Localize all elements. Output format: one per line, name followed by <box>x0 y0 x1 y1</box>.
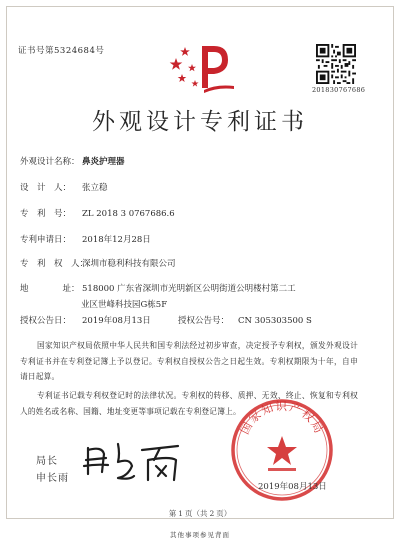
seal-date: 2019年08月13日 <box>258 482 327 492</box>
filing-date-row <box>20 233 151 245</box>
qr-code-number: 201830767686 <box>312 86 366 94</box>
filing-date-label: 专利申请日： <box>20 235 72 245</box>
patentee-row <box>20 257 176 269</box>
address-row <box>20 282 296 294</box>
director-signature <box>78 436 188 484</box>
grant-date-label: 授权公告日： <box>20 316 72 326</box>
grant-statement-paragraph: 国家知识产权局依照中华人民共和国专利法经过初步审查，决定授予专利权，颁发外观设计专利证书并在专利登记簿上予以登记。专利权自授权公告之日起生效。专利权期限为十年，自申请日起算。 <box>20 341 358 381</box>
patent-number-label: 专 利 号： <box>20 209 72 219</box>
grant-row <box>20 314 312 326</box>
seal-text: 国家知识产权局 <box>237 399 327 437</box>
designer-value: 张立稳 <box>82 183 108 193</box>
certificate-number: 证书号第5324684号 <box>18 46 105 56</box>
designer-label: 设 计 人： <box>20 183 72 193</box>
director-title: 局长 <box>36 456 58 467</box>
patent-office-emblem-icon <box>168 38 238 96</box>
filing-date-value: 2018年12月28日 <box>82 235 151 245</box>
star-icon <box>267 436 297 465</box>
design-name-value: 鼻炎护理器 <box>82 157 125 167</box>
designer-row <box>20 181 108 193</box>
patentee-label: 专 利 权 人： <box>20 259 89 269</box>
grant-number-label: 授权公告号： <box>178 316 230 326</box>
grant-date-value: 2019年08月13日 <box>82 316 151 326</box>
design-name-label: 外观设计名称： <box>20 157 80 167</box>
patent-number-row <box>20 207 175 219</box>
page-title: 外观设计专利证书 <box>92 109 308 135</box>
page-number: 第 1 页（共 2 页） <box>168 509 232 518</box>
address-line2: 业区世峰科技园G栋5F <box>81 300 168 310</box>
address-line1: 518000 广东省深圳市光明新区公明街道公明楼村第二工 <box>82 284 296 294</box>
qr-code-icon <box>316 44 356 84</box>
page-total: 2 <box>209 509 215 518</box>
patent-number-value: ZL 2018 3 0767686.6 <box>82 209 175 219</box>
design-name-row <box>20 155 125 167</box>
svg-text:国家知识产权局 <box>237 399 326 436</box>
address-label: 地 址： <box>20 284 80 294</box>
footer-note: 其他事项参见背面 <box>170 531 230 539</box>
patentee-value: 深圳市稳利科技有限公司 <box>82 259 176 269</box>
grant-number-value: CN 305303500 S <box>238 316 312 326</box>
page-current: 1 <box>178 509 183 518</box>
director-name: 申长雨 <box>36 473 69 484</box>
legal-status-paragraph: 专利证书记载专利权登记时的法律状况。专利权的转移、质押、无效、终止、恢复和专利权人的姓名或名称、国籍、地址变更等事项记载在专利登记簿上。 <box>20 391 358 416</box>
